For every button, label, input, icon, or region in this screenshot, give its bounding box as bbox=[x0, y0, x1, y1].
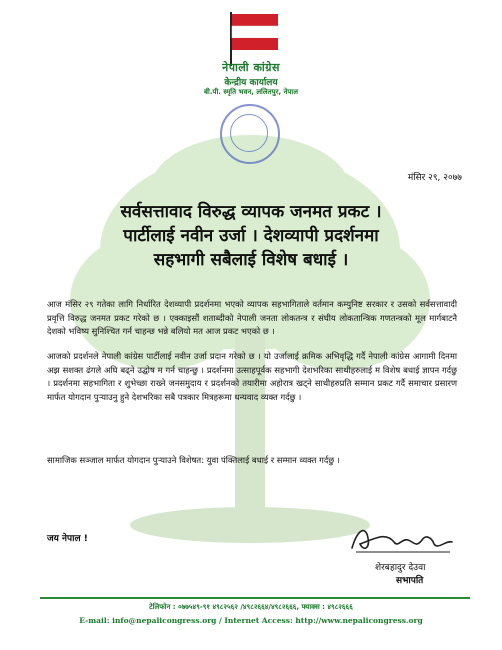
party-name: नेपाली कांग्रेस bbox=[222, 61, 280, 74]
footer-divider bbox=[40, 597, 470, 599]
closing-salutation: जय नेपाल ! bbox=[47, 534, 88, 544]
stamp-inner-ring bbox=[230, 114, 268, 152]
document-date: मंसिर २९, २०७७ bbox=[407, 173, 462, 183]
footer-contact: टेलिफोन : ०७७५४९-९१ ४९८२५६२ /४९८२६६४/४९८२६६६, फ्याक्स : ४९८२६६६ bbox=[149, 603, 353, 611]
signer-name: शेरबहादुर देउवा bbox=[375, 563, 426, 573]
signer-title: सभापति bbox=[396, 576, 424, 586]
headline-line-1: सर्वसत्तावाद विरुद्ध व्यापक जनमत प्रकट । bbox=[120, 202, 382, 222]
office-stamp bbox=[220, 104, 280, 164]
headline-line-2: पार्टीलाई नवीन उर्जा । देशव्यापी प्रदर्शनमा bbox=[123, 226, 379, 246]
headline-line-3: सहभागी सबैलाई विशेष बधाई । bbox=[153, 250, 349, 270]
footer-web: E-mail: info@nepalicongress.org / Internet Access: http://www.nepalicongress.org bbox=[79, 616, 423, 625]
party-flag-logo bbox=[222, 8, 284, 66]
office-address: बी.पी. स्मृति भवन, ललितपुर, नेपाल bbox=[204, 88, 298, 96]
paragraph-1: आज मंसिर २९ गतेका लागि निर्धारित देशव्यापी प्रदर्शनमा भएको व्यापक सहभागिताले वर्तमान कम्युनिष्ट सरकार र उसको सर्वसत्तावादी प्रवृत्ति विरुद्ध जनमत प्रकट गरेको छ । एक्काइसौं शताब्दीको नेपाली जनता लोकतन्त्र र संघीय लोकतान्त्रिक गणतन्त्रको मूल मार्गबाटनै देशको भविष्य सुनिश्चित गर्न चाहन्छ भन्ने बलियो मत आज प्रकट भएको छ । bbox=[47, 299, 457, 337]
tree-watermark bbox=[70, 130, 430, 550]
headline bbox=[40, 200, 462, 272]
handwritten-signature bbox=[346, 518, 456, 558]
paragraph-2: आजको प्रदर्शनले नेपाली कांग्रेस पार्टीलाई नवीन उर्जा प्रदान गरेको छ । यो उर्जालाई क्रमिक अभिवृद्धि गर्दै नेपाली कांग्रेस आगामी दिनमा अझ सशक्त ढंगले अघि बढ्ने उद्घोष म गर्न चाहन्छु । प्रदर्शनमा उत्साहपूर्वक सहभागी देशभरिका साथीहरुलाई म विशेष बधाई ज्ञापन गर्दछु । प्रदर्शनमा सहभागिता र शुभेच्छा राख्ने जनसमुदाय र प्रदर्शनको तयारीमा अहोरात्र खट्ने साथीहरुप्रति सम्मान प्रकट गर्दै समाचार प्रसारण मार्फत योगदान पुर्‍याउनु हुने देशभरिका सबै पत्रकार मित्रहरूमा धन्यवाद व्यक्त गर्दछु । bbox=[47, 351, 457, 402]
paragraph-3: सामाजिक सञ्जाल मार्फत योगदान पुर्‍याउने विशेषत: युवा पंक्तिलाई बधाई र सम्मान व्यक्त गर्दछु । bbox=[47, 455, 340, 465]
office-name: केन्द्रीय कार्यालय bbox=[224, 78, 278, 88]
